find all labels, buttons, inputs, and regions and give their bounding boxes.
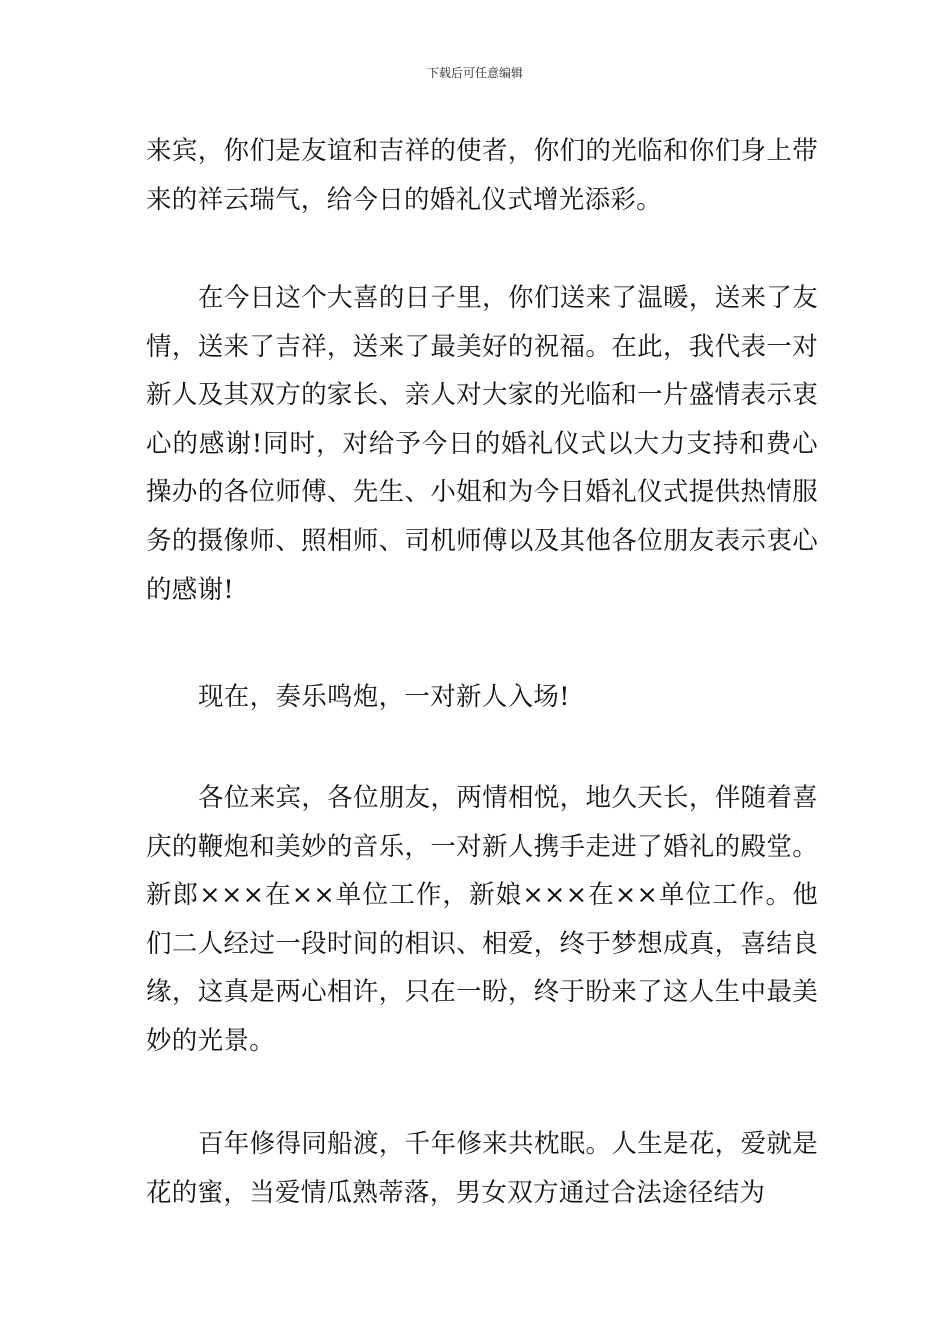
- page-header: 下载后可任意编辑: [426, 66, 523, 80]
- paragraph-3: 现在，奏乐鸣炮，一对新人入场!: [198, 682, 570, 712]
- paragraph-1: 来宾，你们是友谊和吉祥的使者，你们的光临和你们身上带来的祥云瑞气，给今日的婚礼仪式增光添彩。: [146, 136, 818, 215]
- paragraph-5: 百年修得同船渡，千年修来共枕眠。人生是花，爱就是花的蜜，当爱情瓜熟蒂落，男女双方通过合法途径结为: [146, 1129, 818, 1208]
- paragraph-4: 各位来宾，各位朋友，两情相悦，地久天长，伴随着喜庆的鞭炮和美妙的音乐，一对新人携手走进了婚礼的殿堂。新郎×××在××单位工作，新娘×××在××单位工作。他们二人经过一段时间的相识、相爱，终于梦想成真，喜结良缘，这真是两心相许，只在一盼，终于盼来了这人生中最美妙的光景。: [146, 783, 818, 1056]
- paragraph-2: 在今日这个大喜的日子里，你们送来了温暖，送来了友情，送来了吉祥，送来了最美好的祝福。在此，我代表一对新人及其双方的家长、亲人对大家的光临和一片盛情表示衷心的感谢!同时，对给予今日的婚礼仪式以大力支持和费心操办的各位师傅、先生、小姐和为今日婚礼仪式提供热情服务的摄像师、照相师、司机师傅以及其他各位朋友表示衷心的感谢!: [146, 283, 818, 605]
